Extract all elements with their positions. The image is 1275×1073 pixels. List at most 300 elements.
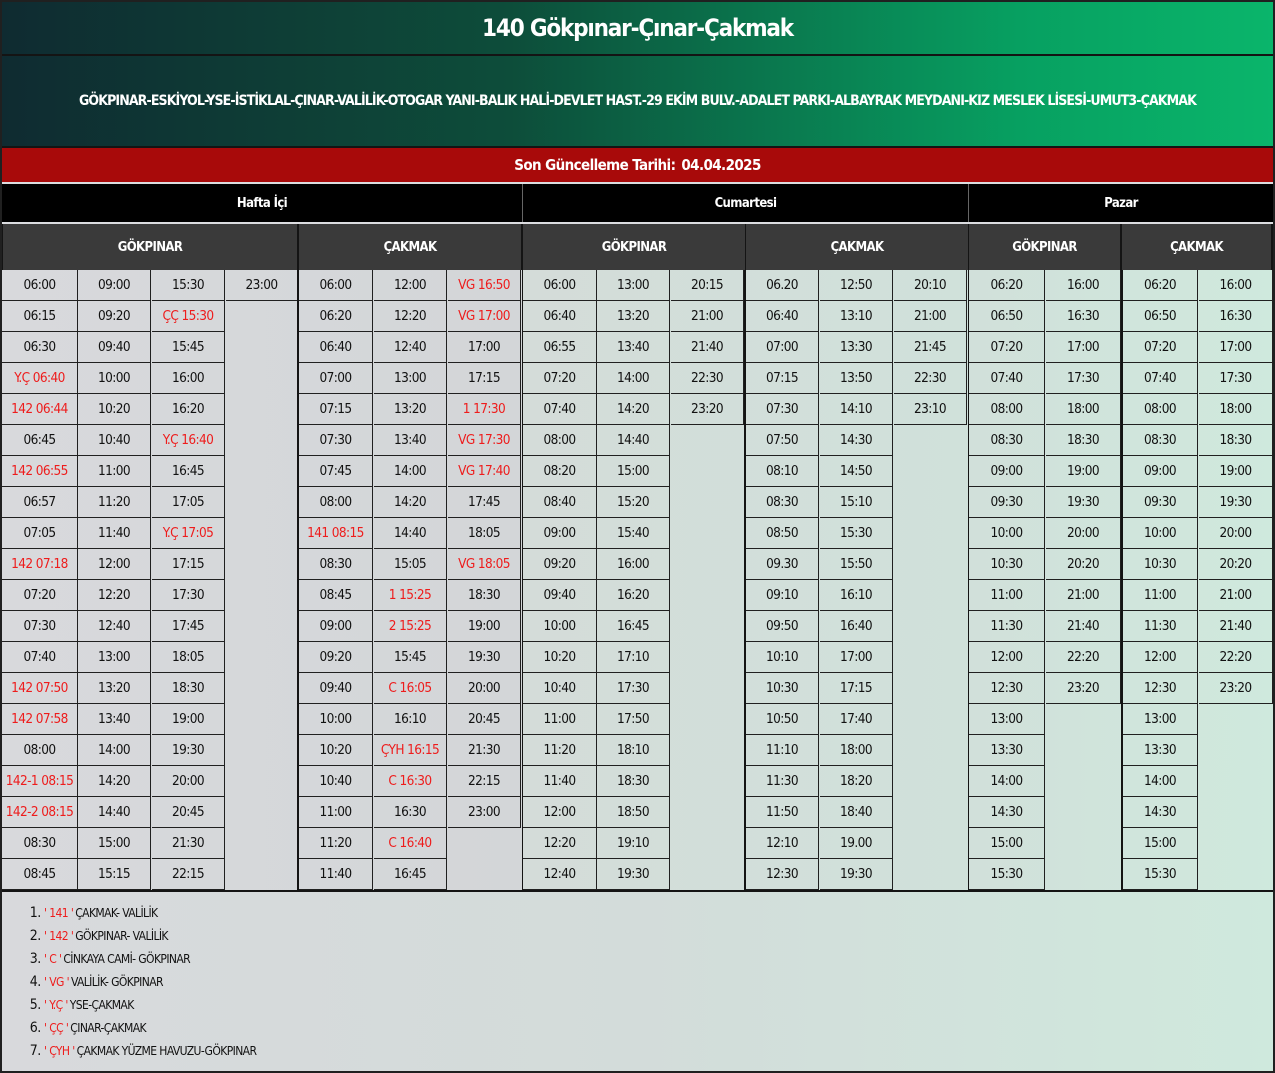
time-cell: 17:05 <box>152 487 225 518</box>
time-cell: 09:40 <box>523 580 597 611</box>
update-label: Son Güncelleme Tarihi: <box>514 156 676 174</box>
subheader-weekday-cakmak: ÇAKMAK <box>298 224 523 270</box>
time-cell: 10:40 <box>299 766 373 797</box>
time-cell: 22:20 <box>1046 642 1121 673</box>
time-cell: 12:10 <box>746 828 819 859</box>
time-cell: 09:20 <box>299 642 373 673</box>
time-cell: 20:00 <box>152 766 225 797</box>
route-stops: GÖKPINAR-ESKİYOL-YSE-İSTİKLAL-ÇINAR-VALİLİK-OTOGAR YANI-BALIK HALİ-DEVLET HAST.-29 EKİM BULV.-ADALET PARKI-ALBAYRAK MEYDANI-KIZ MESLEK LİSESİ-UMUT3-ÇAKMAK <box>2 56 1273 148</box>
time-cell: 18:00 <box>820 735 893 766</box>
time-cell: 10:30 <box>969 549 1045 580</box>
group-saturday: Cumartesi <box>522 184 968 222</box>
time-cell: 17:00 <box>448 332 521 363</box>
time-cell: 15:30 <box>969 859 1045 890</box>
time-cell: 18:00 <box>1199 394 1273 425</box>
time-cell: 11:20 <box>78 487 151 518</box>
subheader-weekday-gokpinar: GÖKPINAR <box>2 224 299 270</box>
sunday-cakmak-col-2 <box>1199 270 1273 890</box>
time-cell: 23:20 <box>1046 673 1121 704</box>
time-cell: 21:45 <box>894 332 967 363</box>
time-cell: 07:20 <box>2 580 78 611</box>
sunday-gokpinar-col-2 <box>1046 270 1121 890</box>
time-cell: 09:10 <box>746 580 819 611</box>
time-cell: 12:00 <box>1123 642 1198 673</box>
time-cell: 11:00 <box>78 456 151 487</box>
time-cell: 18:05 <box>448 518 521 549</box>
subheader-saturday-cakmak: ÇAKMAK <box>745 224 970 270</box>
time-cell: 06:45 <box>2 425 78 456</box>
time-cell: 15:00 <box>597 456 670 487</box>
time-cell: 13:10 <box>820 301 893 332</box>
time-cell: 13:30 <box>969 735 1045 766</box>
time-cell: 17:30 <box>597 673 670 704</box>
time-cell: 13:20 <box>374 394 447 425</box>
time-cell: 11:40 <box>78 518 151 549</box>
time-cell: 20:15 <box>671 270 744 301</box>
time-cell: 09:00 <box>299 611 373 642</box>
time-cell: 19:00 <box>1046 456 1121 487</box>
time-cell: 08:00 <box>299 487 373 518</box>
time-cell: 11:00 <box>1123 580 1198 611</box>
time-cell: 18:30 <box>597 766 670 797</box>
time-cell: 12:00 <box>78 549 151 580</box>
time-cell: 09:00 <box>78 270 151 301</box>
time-cell: 06:20 <box>969 270 1045 301</box>
time-cell: VG 16:50 <box>448 270 521 301</box>
saturday-gokpinar-col-3 <box>671 270 744 890</box>
time-cell: 06:40 <box>299 332 373 363</box>
time-cell: 13:40 <box>374 425 447 456</box>
time-cell: 06:00 <box>523 270 597 301</box>
time-cell: 17:30 <box>1046 363 1121 394</box>
time-cell: 09.30 <box>746 549 819 580</box>
time-cell: 13:00 <box>969 704 1045 735</box>
time-cell: 15:00 <box>969 828 1045 859</box>
time-cell: 21:30 <box>448 735 521 766</box>
time-cell: 13:00 <box>1123 704 1198 735</box>
time-cell: 06:50 <box>1123 301 1198 332</box>
time-cell: 13:40 <box>78 704 151 735</box>
time-cell: 16:45 <box>597 611 670 642</box>
time-cell: 17:00 <box>1046 332 1121 363</box>
time-cell: 12:00 <box>969 642 1045 673</box>
time-cell: 23:20 <box>1199 673 1273 704</box>
time-cell: 15:15 <box>78 859 151 890</box>
time-cell: 18:30 <box>1046 425 1121 456</box>
weekday-cakmak-col-1 <box>299 270 373 890</box>
time-cell: 12:20 <box>374 301 447 332</box>
time-cell: VG 17:40 <box>448 456 521 487</box>
legend-list <box>2 892 1273 1063</box>
sunday-grid <box>968 270 1273 890</box>
time-cell: 15:45 <box>152 332 225 363</box>
time-cell: 17:30 <box>1199 363 1273 394</box>
time-cell: Y.Ç 17:05 <box>152 518 225 549</box>
time-cell: 08:00 <box>969 394 1045 425</box>
time-cell: C 16:40 <box>374 828 447 859</box>
group-sunday: Pazar <box>968 184 1273 222</box>
time-cell: 11:20 <box>523 735 597 766</box>
time-cell: 18:20 <box>820 766 893 797</box>
saturday-cakmak-col-1 <box>746 270 819 890</box>
time-cell: 19:30 <box>448 642 521 673</box>
time-cell: 11:30 <box>1123 611 1198 642</box>
time-cell: 08:30 <box>969 425 1045 456</box>
time-cell: 22:30 <box>671 363 744 394</box>
subheader-saturday-gokpinar: GÖKPINAR <box>522 224 747 270</box>
time-cell: 07:20 <box>1123 332 1198 363</box>
time-cell: 22:15 <box>448 766 521 797</box>
legend-item: 5. ' Y.Ç ' YSE-ÇAKMAK <box>44 994 1273 1017</box>
time-cell: 10:00 <box>969 518 1045 549</box>
legend-item: 1. ' 141 ' ÇAKMAK- VALİLİK <box>44 902 1273 925</box>
time-cell: Y.Ç 16:40 <box>152 425 225 456</box>
time-cell: 16:00 <box>597 549 670 580</box>
weekday-cakmak-col-2 <box>374 270 447 890</box>
time-cell: 19:30 <box>820 859 893 890</box>
time-cell: 12:40 <box>374 332 447 363</box>
time-cell: 11:20 <box>299 828 373 859</box>
time-cell: 06:50 <box>969 301 1045 332</box>
time-cell: 23:10 <box>894 394 967 425</box>
time-cell: 08:30 <box>1123 425 1198 456</box>
time-cell: 16:10 <box>374 704 447 735</box>
time-cell: 15:30 <box>152 270 225 301</box>
saturday-gokpinar-col-1 <box>523 270 597 890</box>
time-cell: 12:00 <box>523 797 597 828</box>
time-cell: 07:15 <box>746 363 819 394</box>
time-cell: 07:30 <box>2 611 78 642</box>
time-cell: 19:30 <box>152 735 225 766</box>
time-cell: 17:15 <box>152 549 225 580</box>
time-cell: 23:20 <box>671 394 744 425</box>
time-cell: 16:00 <box>152 363 225 394</box>
time-cell: 10:00 <box>78 363 151 394</box>
time-cell: 08:30 <box>2 828 78 859</box>
time-cell: 06:30 <box>2 332 78 363</box>
time-cell: 13:20 <box>78 673 151 704</box>
time-cell: 16:00 <box>1046 270 1121 301</box>
time-cell: 14:20 <box>78 766 151 797</box>
time-cell: 142 06:44 <box>2 394 78 425</box>
legend-item: 6. ' ÇÇ ' ÇINAR-ÇAKMAK <box>44 1017 1273 1040</box>
time-cell: 06:57 <box>2 487 78 518</box>
time-cell: 21:00 <box>1046 580 1121 611</box>
time-cell: 14:30 <box>1123 797 1198 828</box>
time-cell: 09:00 <box>523 518 597 549</box>
time-cell: 18:30 <box>1199 425 1273 456</box>
time-cell: 14:40 <box>78 797 151 828</box>
time-cell: 22:30 <box>894 363 967 394</box>
time-cell: 07:40 <box>2 642 78 673</box>
time-cell: 14:10 <box>820 394 893 425</box>
update-date: 04.04.2025 <box>681 156 761 174</box>
time-cell: 21:40 <box>1199 611 1273 642</box>
time-cell: 18:05 <box>152 642 225 673</box>
time-cell: 20:20 <box>1199 549 1273 580</box>
time-cell: 142 06:55 <box>2 456 78 487</box>
subheader-sunday-cakmak: ÇAKMAK <box>1121 224 1273 270</box>
time-cell: 10:00 <box>1123 518 1198 549</box>
time-cell: 07:30 <box>299 425 373 456</box>
page-title: 140 Gökpınar-Çınar-Çakmak <box>2 2 1273 56</box>
time-cell: 14:20 <box>597 394 670 425</box>
time-cell: 142-2 08:15 <box>2 797 78 828</box>
time-cell: 14:00 <box>1123 766 1198 797</box>
legend-item: 3. ' C ' CİNKAYA CAMİ- GÖKPINAR <box>44 948 1273 971</box>
time-cell: 13:40 <box>597 332 670 363</box>
sunday-gokpinar-col-1 <box>969 270 1045 890</box>
time-cell: 12:50 <box>820 270 893 301</box>
time-cell: 19:30 <box>1046 487 1121 518</box>
time-cell: 09:50 <box>746 611 819 642</box>
time-cell: 14:20 <box>374 487 447 518</box>
time-cell: 16:20 <box>152 394 225 425</box>
time-cell: 18:40 <box>820 797 893 828</box>
time-cell: 06:00 <box>299 270 373 301</box>
time-cell: 06:40 <box>523 301 597 332</box>
time-cell: 09:20 <box>523 549 597 580</box>
time-cell: 08:45 <box>2 859 78 890</box>
time-cell: 08:10 <box>746 456 819 487</box>
time-cell: 12:30 <box>969 673 1045 704</box>
time-cell: 15:50 <box>820 549 893 580</box>
time-cell: 16:30 <box>374 797 447 828</box>
time-cell: C 16:05 <box>374 673 447 704</box>
legend <box>2 890 1273 1073</box>
time-cell: 16:30 <box>1046 301 1121 332</box>
time-cell: 21:30 <box>152 828 225 859</box>
time-cell: 07:40 <box>1123 363 1198 394</box>
update-bar <box>2 148 1273 182</box>
time-cell: ÇYH 16:15 <box>374 735 447 766</box>
time-cell: 20:10 <box>894 270 967 301</box>
time-cell: 16:30 <box>1199 301 1273 332</box>
time-cell: 07:40 <box>523 394 597 425</box>
time-cell: 16:10 <box>820 580 893 611</box>
time-cell: 17:00 <box>820 642 893 673</box>
time-cell: 13:50 <box>820 363 893 394</box>
saturday-grid <box>522 270 968 890</box>
legend-item: 4. ' VG ' VALİLİK- GÖKPINAR <box>44 971 1273 994</box>
time-cell: 11:40 <box>523 766 597 797</box>
time-cell: 10:20 <box>299 735 373 766</box>
time-cell: 07:45 <box>299 456 373 487</box>
time-cell: 10:20 <box>523 642 597 673</box>
time-cell: 17:50 <box>597 704 670 735</box>
time-cell: 18:00 <box>1046 394 1121 425</box>
time-cell: 11:00 <box>969 580 1045 611</box>
time-cell: 12:30 <box>746 859 819 890</box>
time-cell: 141 08:15 <box>299 518 373 549</box>
time-cell: 17:40 <box>820 704 893 735</box>
time-cell: 1 17:30 <box>448 394 521 425</box>
time-cell: 11:00 <box>299 797 373 828</box>
weekday-gokpinar-col-3 <box>152 270 225 890</box>
time-cell: 21:00 <box>894 301 967 332</box>
weekday-gokpinar-col-4 <box>226 270 298 890</box>
time-cell: 15:40 <box>597 518 670 549</box>
time-cell: 15:45 <box>374 642 447 673</box>
weekday-cakmak-col-3 <box>448 270 521 890</box>
time-cell: 12:40 <box>523 859 597 890</box>
time-cell: 23:00 <box>226 270 298 301</box>
time-cell: 17:00 <box>1199 332 1273 363</box>
time-cell: ÇÇ 15:30 <box>152 301 225 332</box>
time-cell: 18:30 <box>448 580 521 611</box>
time-cell: 08:40 <box>523 487 597 518</box>
time-cell: 142 07:50 <box>2 673 78 704</box>
time-cell: 10:30 <box>746 673 819 704</box>
time-cell: 17:45 <box>448 487 521 518</box>
time-cell: 17:15 <box>448 363 521 394</box>
time-cell: 19:00 <box>1199 456 1273 487</box>
time-cell: 2 15:25 <box>374 611 447 642</box>
time-cell: 07:50 <box>746 425 819 456</box>
time-cell: 21:00 <box>671 301 744 332</box>
time-cell: 20:45 <box>152 797 225 828</box>
time-cell: 07:20 <box>523 363 597 394</box>
time-cell: 10:30 <box>1123 549 1198 580</box>
time-cell: 08:20 <box>523 456 597 487</box>
time-cell: 12:30 <box>1123 673 1198 704</box>
time-cell: 13:00 <box>374 363 447 394</box>
time-cell: Y.Ç 06:40 <box>2 363 78 394</box>
time-cell: 14:50 <box>820 456 893 487</box>
time-cell: 19:00 <box>448 611 521 642</box>
time-cell: 10:50 <box>746 704 819 735</box>
time-cell: 09:00 <box>1123 456 1198 487</box>
time-cell: 17:15 <box>820 673 893 704</box>
time-cell: 06.20 <box>746 270 819 301</box>
time-cell: 16:45 <box>152 456 225 487</box>
time-cell: 07:15 <box>299 394 373 425</box>
time-cell: 07:05 <box>2 518 78 549</box>
time-cell: 17:30 <box>152 580 225 611</box>
weekday-grid <box>2 270 522 890</box>
time-cell: 14:30 <box>820 425 893 456</box>
time-cell: 08:30 <box>746 487 819 518</box>
weekday-gokpinar-col-1 <box>2 270 78 890</box>
time-cell: 06:55 <box>523 332 597 363</box>
time-cell: 18:50 <box>597 797 670 828</box>
time-cell: 06:20 <box>299 301 373 332</box>
time-cell: 10:40 <box>78 425 151 456</box>
time-cell: 11:30 <box>746 766 819 797</box>
time-cell: 07:00 <box>746 332 819 363</box>
time-cell: 20:45 <box>448 704 521 735</box>
time-cell: 18:30 <box>152 673 225 704</box>
time-cell: 11:30 <box>969 611 1045 642</box>
time-cell: VG 17:00 <box>448 301 521 332</box>
time-cell: 09:40 <box>78 332 151 363</box>
time-cell: 142 07:18 <box>2 549 78 580</box>
time-cell: 14:40 <box>597 425 670 456</box>
time-cell: 13:30 <box>1123 735 1198 766</box>
time-cell: 09:40 <box>299 673 373 704</box>
time-cell: 19.00 <box>820 828 893 859</box>
time-cell: 09:30 <box>1123 487 1198 518</box>
time-cell: 06:40 <box>746 301 819 332</box>
time-cell: 20:20 <box>1046 549 1121 580</box>
subheader-sunday-gokpinar: GÖKPINAR <box>968 224 1122 270</box>
time-cell: 15:00 <box>1123 828 1198 859</box>
legend-item: 2. ' 142 ' GÖKPINAR- VALİLİK <box>44 925 1273 948</box>
time-cell: 06:15 <box>2 301 78 332</box>
time-cell: 10:00 <box>523 611 597 642</box>
time-cell: 10:40 <box>523 673 597 704</box>
time-cell: VG 18:05 <box>448 549 521 580</box>
time-cell: 11:10 <box>746 735 819 766</box>
saturday-cakmak-col-3 <box>894 270 967 890</box>
time-cell: 08:00 <box>1123 394 1198 425</box>
time-cell: 12:20 <box>523 828 597 859</box>
sunday-cakmak-col-1 <box>1123 270 1198 890</box>
time-cell: 20:00 <box>1199 518 1273 549</box>
time-cell: 15:10 <box>820 487 893 518</box>
time-cell: 07:30 <box>746 394 819 425</box>
time-cell: 17:10 <box>597 642 670 673</box>
time-cell: 13:00 <box>78 642 151 673</box>
time-cell: 14:00 <box>597 363 670 394</box>
time-cell: VG 17:30 <box>448 425 521 456</box>
time-cell: 10:20 <box>78 394 151 425</box>
time-cell: C 16:30 <box>374 766 447 797</box>
time-cell: 21:00 <box>1199 580 1273 611</box>
time-cell: 15:20 <box>597 487 670 518</box>
time-cell: 07:40 <box>969 363 1045 394</box>
time-cell: 142-1 08:15 <box>2 766 78 797</box>
time-cell: 13:20 <box>597 301 670 332</box>
time-cell: 06:00 <box>2 270 78 301</box>
time-cell: 22:15 <box>152 859 225 890</box>
time-cell: 19:30 <box>597 859 670 890</box>
time-cell: 16:45 <box>374 859 447 890</box>
time-cell: 14:00 <box>374 456 447 487</box>
time-cell: 13:00 <box>597 270 670 301</box>
time-cell: 16:20 <box>597 580 670 611</box>
time-cell: 19:10 <box>597 828 670 859</box>
time-cell: 08:00 <box>523 425 597 456</box>
time-cell: 22:20 <box>1199 642 1273 673</box>
time-cell: 07:00 <box>299 363 373 394</box>
time-cell: 11:40 <box>299 859 373 890</box>
time-cell: 14:00 <box>78 735 151 766</box>
time-cell: 07:20 <box>969 332 1045 363</box>
time-cell: 16:00 <box>1199 270 1273 301</box>
time-cell: 08:45 <box>299 580 373 611</box>
time-cell: 15:00 <box>78 828 151 859</box>
time-cell: 08:30 <box>299 549 373 580</box>
weekday-gokpinar-col-2 <box>78 270 151 890</box>
group-weekday: Hafta İçi <box>2 184 522 222</box>
saturday-cakmak-col-2 <box>820 270 893 890</box>
time-cell: 10:00 <box>299 704 373 735</box>
time-cell: 18:10 <box>597 735 670 766</box>
time-cell: 12:20 <box>78 580 151 611</box>
time-cell: 20:00 <box>448 673 521 704</box>
time-cell: 12:40 <box>78 611 151 642</box>
time-cell: 11:50 <box>746 797 819 828</box>
time-cell: 12:00 <box>374 270 447 301</box>
time-cell: 21:40 <box>1046 611 1121 642</box>
time-cell: 142 07:58 <box>2 704 78 735</box>
time-cell: 09:00 <box>969 456 1045 487</box>
time-cell: 08:00 <box>2 735 78 766</box>
saturday-gokpinar-col-2 <box>597 270 670 890</box>
time-cell: 19:00 <box>152 704 225 735</box>
time-cell: 14:40 <box>374 518 447 549</box>
